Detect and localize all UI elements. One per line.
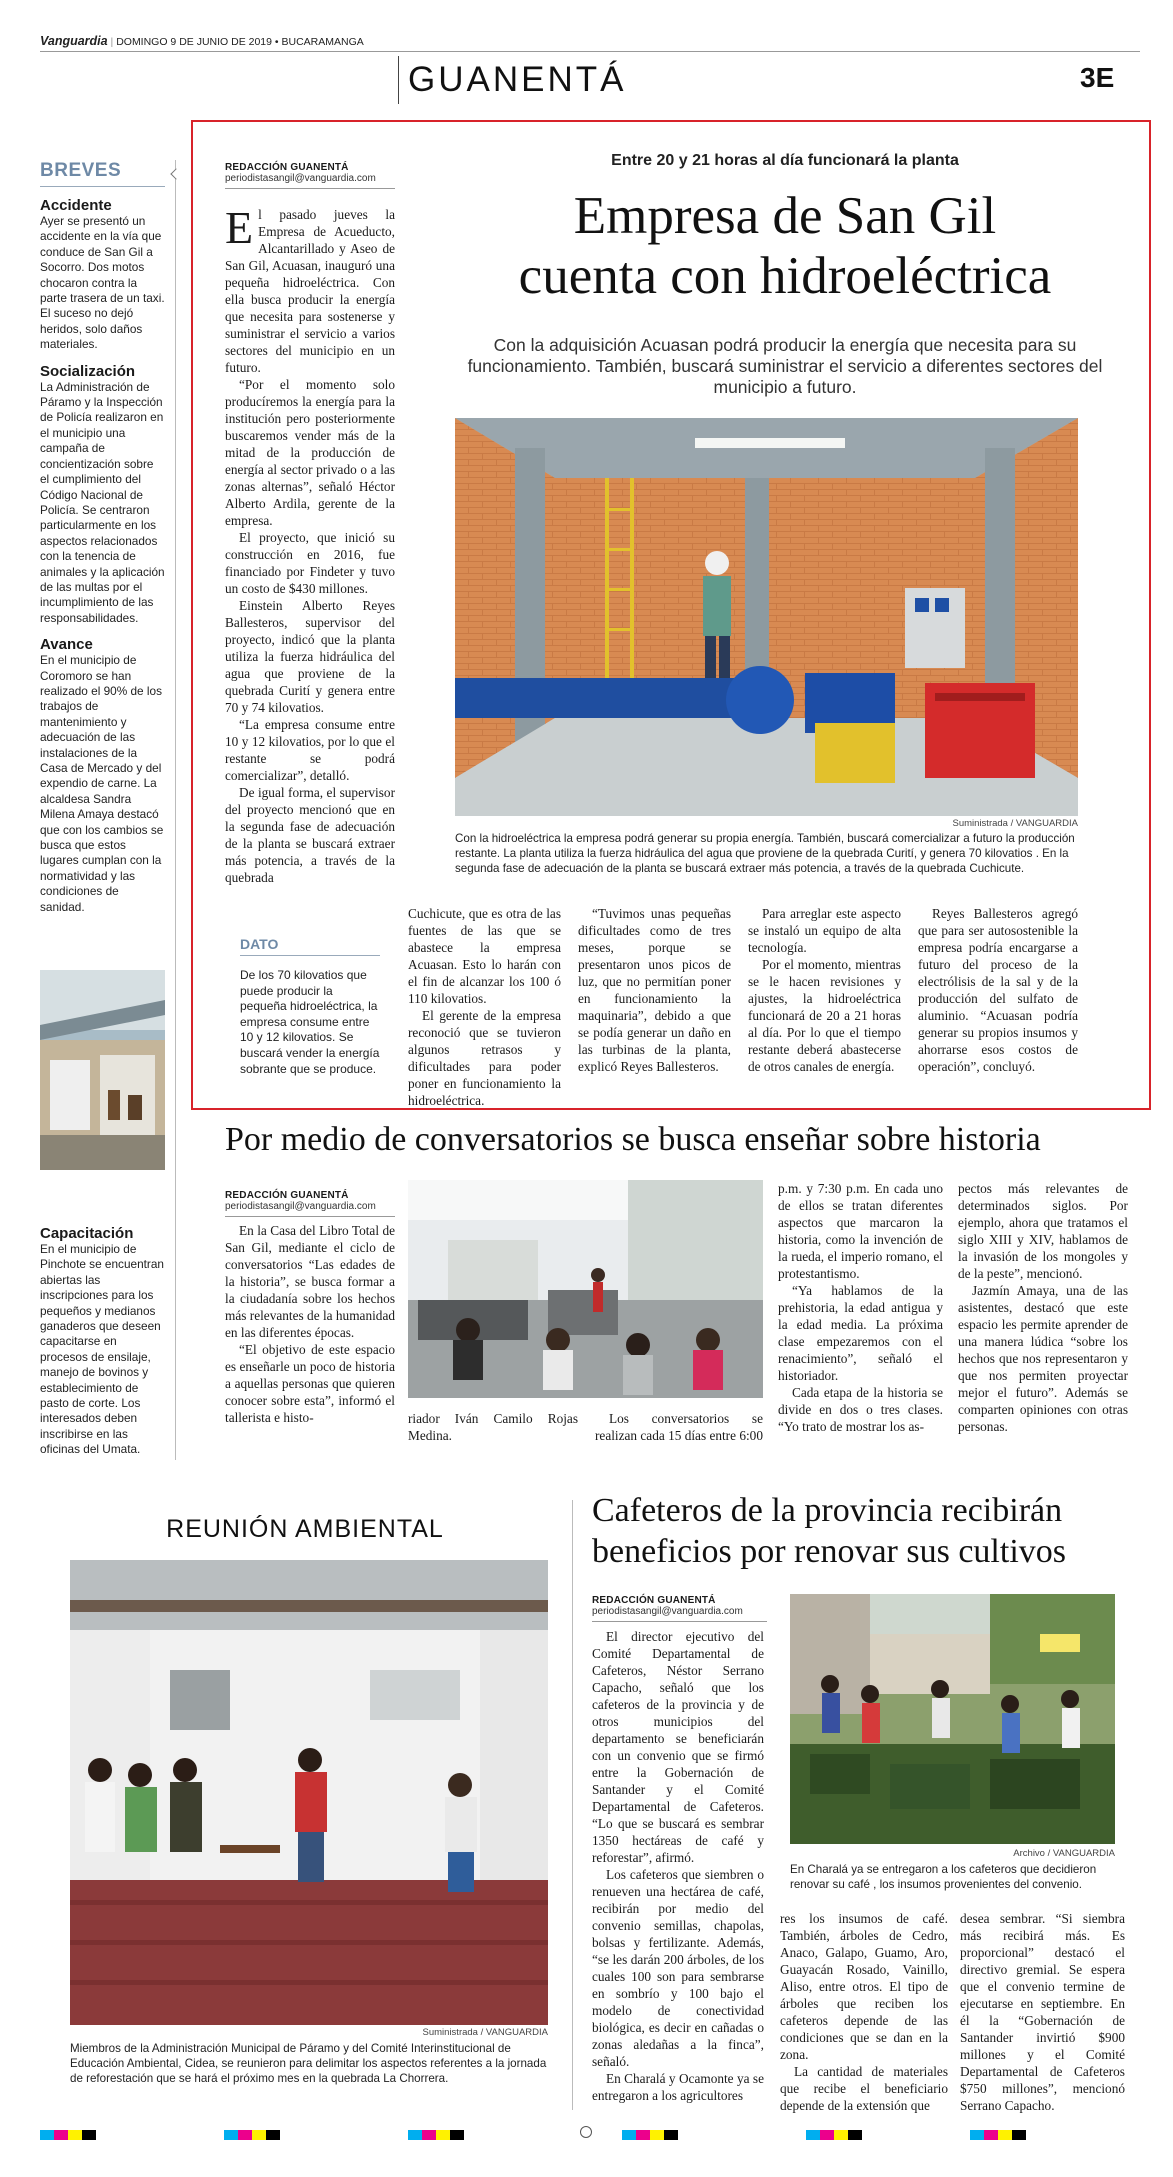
breve-text: En el municipio de Pinchote se encuentran abiertas las inscripciones para los pequeños y medianos ganaderos que deseen capacitarse en procesos de ensilaje, manejo de bovinos y establecimiento de pasto de corte. Los interesados deben inscribirse en las oficinas del Umata. — [40, 1242, 164, 1457]
article4-byline — [592, 1595, 767, 1622]
paragraph: riador Iván Camilo Rojas Medina. — [408, 1411, 578, 1443]
article3-photo — [70, 1560, 548, 2025]
article1-byline — [225, 162, 395, 189]
meeting-image — [70, 1560, 548, 2025]
article1-col3 — [578, 905, 731, 1095]
article4-caption: En Charalá ya se entregaron a los cafeteros que decidieron renovar su café , los insumos provenientes del convenio. — [790, 1863, 1097, 1891]
paragraph: res los insumos de café. También, árboles de Cedro, Anaco, Galapo, Guamo, Aro, Guayacán Rosado, Vainillo, Aliso, entre otros. El tipo de árboles que reciben los cafeteros depende de las condiciones que se dan en la zona. — [780, 1911, 948, 2062]
article3-caption: Miembros de la Administración Municipal de Páramo y del Comité Interinstitucional de Educación Ambiental, Cidea, se reunieron para delimitar los aspectos referentes a la jornada de reforestación que se hará el próximo mes en la quebrada La Chorrera. — [70, 2042, 547, 2085]
paragraph: Einstein Alberto Reyes Ballesteros, supervisor del proyecto, indicó que la planta utiliza la fuerza hidráulica del agua que proviene de la quebrada Curití y genera entre 70 y 74 kilovatios. — [225, 598, 395, 715]
article2-col1 — [225, 1222, 395, 1440]
paragraph: En Charalá y Ocamonte ya se entregaron a los agricultores — [592, 2071, 764, 2103]
dato-title: DATO — [240, 936, 380, 956]
article1-headline: Empresa de San Gil cuenta con hidroeléctrica — [518, 187, 1052, 305]
paragraph: El director ejecutivo del Comité Departamental de Cafeteros, Néstor Serrano Capacho, señaló que los cafeteros de la provincia y de otros municipios del departamento se beneficiarán con un convenio que se firmó entre la Gobernación de Santander y el Comité Departamental de Cafeteros. “Lo que se buscará es sembrar 1350 hectáreas de café y reforestar”, afirmó. — [592, 1629, 764, 1865]
section-divider — [398, 56, 399, 104]
article4-col1 — [592, 1628, 764, 2113]
article2-col2 — [408, 1410, 578, 1450]
paragraph: Reyes Ballesteros agregó que para ser autosostenible la empresa podría encargarse a futuro del proceso de la electrólisis de la sal y de la producción del sulfato de aluminio. “Acuasan podría generar su propios insumos y ahorrarse esos costos de operación”, concluyó. — [918, 906, 1078, 1074]
breve-heading: Socialización — [40, 362, 136, 380]
paragraph: pectos más relevantes de determinados siglos. Por ejemplo, ahora que tratamos el siglo XIII y XIV, hablamos de la invasión de los mongoles y de la peste”, mencionó. — [958, 1181, 1128, 1281]
paragraph: “La empresa consume entre 10 y 12 kilovatios, por lo que el restante se podrá comercializar”, detalló. — [225, 717, 395, 783]
article2-col4 — [778, 1180, 943, 1450]
page-number: 3E — [1080, 62, 1115, 93]
brand-logo: Vanguardia — [40, 34, 108, 48]
article4-photo-credit: Archivo / VANGUARDIA — [1013, 1848, 1115, 1859]
coffee-farmers-image — [790, 1594, 1115, 1844]
paragraph: p.m. y 7:30 p.m. En cada uno de ellos se tratan diferentes aspectos que marcaron la historia, como la invención de la rueda, el imperio romano, el protestantismo. — [778, 1181, 943, 1281]
breve-avance — [40, 636, 165, 915]
breve-socializacion — [40, 363, 165, 627]
paragraph: desea sembrar. “Si siembra más recibirá más. Es proporcional” destacó el directivo gremial. Se espera que el convenio termine de ejecutarse en septiembre. En él la “Gobernación de Santander invirtió $900 millones y el Comité Departamental de Cafeteros $750 millones”, mencionó Serrano Capacho. — [960, 1911, 1125, 2113]
paragraph: Cuchicute, que es otra de las fuentes de las que se abastece la empresa Acuasan. Esto lo harán con el fin de alcanzar los 100 ó 110 kilovatios. — [408, 906, 561, 1006]
article1-lead: Con la adquisición Acuasan podrá producir la energía que necesita para su funcionamiento. También, buscará suministrar el servicio a diferentes sectores del municipio a futuro. — [467, 335, 1103, 397]
paragraph: Para arreglar este aspecto se instaló un equipo de alta tecnología. — [748, 906, 901, 955]
article1-col4 — [748, 905, 901, 1095]
article3-title: REUNIÓN AMBIENTAL — [166, 1515, 444, 1543]
article2-headline: Por medio de conversatorios se busca enseñar sobre historia — [225, 1121, 1041, 1158]
article1-col5 — [918, 905, 1078, 1095]
article4-col3 — [960, 1910, 1125, 2113]
byline-email: periodistasangil@vanguardia.com — [225, 1201, 376, 1212]
breve-capacitacion — [40, 1225, 165, 1458]
header-rule — [40, 51, 1140, 52]
paragraph: El gerente de la empresa reconoció que se tuvieron algunos retrasos y dificultades para poder poner en funcionamiento la hidroeléctrica. — [408, 1008, 561, 1108]
breves-sidebar — [40, 160, 165, 915]
paragraph: Cada etapa de la historia se divide en dos o tres clases. “Yo trato de mostrar los as- — [778, 1385, 943, 1434]
breve-text: En el municipio de Coromoro se han realizado el 90% de los trabajos de mantenimiento y adecuación de las instalaciones de la Casa de Mercado y del expendio de carne. La alcaldesa Sandra Milena Amaya destacó que con los cambios se busca que estos lugares cumplan con la normatividad y las condiciones de sanidad. — [40, 653, 164, 914]
market-building-image — [40, 970, 165, 1170]
paragraph: “Ya hablamos de la prehistoria, la edad antigua y la edad media. La próxima clase empezaremos con el renacimiento”, señaló el historiador. — [778, 1283, 943, 1383]
breve-text: La Administración de Páramo y la Inspección de Policía realizaron en el municipio una campaña de concientización sobre el cumplimiento del Código Nacional de Policía. Se centraron particularmente en los aspectos relacionados con la tenencia de animales y la aplicación de las multas por el incumplimiento de las responsabilidades. — [40, 379, 165, 625]
article1-photo-credit: Suministrada / VANGUARDIA — [952, 818, 1078, 829]
paragraph: “Por el momento solo producíremos la energía para la institución pero posteriormente buscaremos vender más de la mitad de la producción de energía al sector privado o a las zonas alternas”, señaló Héctor Alberto Ardila, gerente de la empresa. — [225, 377, 395, 528]
article4-photo — [790, 1594, 1115, 1844]
dato-box — [240, 936, 380, 1077]
paragraph: La cantidad de materiales que recibe el beneficiario depende de la extensión que — [780, 2064, 948, 2113]
paragraph: Los cafeteros que siembren o renueven una hectárea de café, recibirán por medio del convenio semillas, chapolas, bolsas y fertilizante. Además, “se les darán 200 árboles, de los cuales 100 son para sembrarse en sombrío y 100 bajo el modelo de conectividad biológica, es decir en cañadas o zonas aledañas a la finca”, señaló. — [592, 1867, 764, 2069]
bottom-column-divider — [572, 1500, 573, 2110]
article3-photo-credit: Suministrada / VANGUARDIA — [422, 2027, 548, 2038]
hydroelectric-room-image — [455, 418, 1078, 816]
paragraph: “Tuvimos unas pequeñas dificultades como de tres meses, porque se presentaron unos picos de luz, que no permitían poner en funcionamiento la maquinaria”, debido a que se podía generar un daño en las turbinas de la planta, explicó Reyes Ballesteros. — [578, 906, 731, 1074]
breves-lower — [40, 1215, 165, 1458]
page-header: Vanguardia | DOMINGO 9 DE JUNIO DE 2019 • BUCARAMANGA — [40, 34, 364, 48]
article2-col3 — [595, 1410, 763, 1450]
paragraph: En la Casa del Libro Total de San Gil, mediante el ciclo de conversatorios “Las edades de la historia”, se busca formar a la ciudadanía sobre los hechos más relevantes de la humanidad en las diferentes épocas. — [225, 1223, 395, 1340]
article2-byline — [225, 1190, 395, 1217]
paragraph: Los conversatorios se realizan cada 15 días entre 6:00 — [595, 1411, 763, 1443]
byline-name: REDACCIÓN GUANENTÁ — [225, 162, 349, 173]
drop-cap: E — [225, 202, 254, 253]
paragraph: “El objetivo de este espacio es enseñarle un poco de historia a aquellas personas que quieren conocer sobre esta”, informó el tallerista e histo- — [225, 1342, 395, 1425]
byline-name: REDACCIÓN GUANENTÁ — [592, 1595, 716, 1606]
paragraph: Jazmín Amaya, una de las asistentes, destacó que este espacio les permite aprender de una manera lúdica “sobre los hechos que nos representaron y que nos permiten proyectar mejor el futuro”. Además se comparten opiniones con otras personas. — [958, 1283, 1128, 1434]
byline-name: REDACCIÓN GUANENTÁ — [225, 1190, 349, 1201]
breve-text: Ayer se presentó un accidente en la vía que conduce de San Gil a Socorro. Dos motos chocaron contra la parte trasera de un taxi. El suceso no dejó heridos, solo daños materiales. — [40, 214, 165, 352]
article2-photo — [408, 1180, 763, 1398]
byline-email: periodistasangil@vanguardia.com — [225, 173, 376, 184]
registration-mark-icon — [580, 2126, 592, 2138]
breve-heading: Accidente — [40, 197, 112, 214]
dato-text: De los 70 kilovatios que puede producir la pequeña hidroeléctrica, la empresa consume entre 10 y 12 kilovatios. Se buscará vender la energía sobrante que se produce. — [240, 968, 380, 1076]
paragraph: De igual forma, el supervisor del proyecto mencionó que en la segunda fase de adecuación de la planta se buscará extraer más potencia, a través de la quebrada — [225, 785, 395, 885]
article1-caption: Con la hidroeléctrica la empresa podrá generar su propia energía. También, buscará comercializar a futuro la producción restante. La planta utiliza la fuerza hidráulica del agua que proviene de la quebrada Curití, y genera 70 kilovatios . En la segunda fase de adecuación de la planta se buscará extraer más potencia, a través de la quebrada Cuchicute. — [455, 832, 1075, 875]
breve-heading: Avance — [40, 636, 93, 654]
article1-col2 — [408, 905, 561, 1108]
section-title: GUANENTÁ — [408, 60, 627, 99]
paragraph: l pasado jueves la Empresa de Acueducto, Alcantarillado y Aseo de San Gil, Acuasan, inauguró una pequeña hidroeléctrica. Con ella busca producir la energía que necesita para sostenerse y suministrar el servicio a varios sectores del municipio en un futuro. — [225, 207, 395, 375]
paragraph: El proyecto, que inició su construcción en 2016, fue financiado por Findeter y tuvo un costo de $430 millones. — [225, 530, 395, 596]
breves-photo — [40, 970, 165, 1170]
article1-kicker: Entre 20 y 21 horas al día funcionará la planta — [611, 152, 959, 169]
article4-headline: Cafeteros de la provincia recibirán beneficios por renovar sus cultivos — [592, 1492, 1066, 1570]
sidebar-divider — [175, 160, 176, 1460]
article1-col1 — [225, 202, 395, 888]
article2-col5 — [958, 1180, 1128, 1450]
paragraph: Por el momento, mientras se le hacen revisiones y ajustes, la hidroeléctrica funcionará de 20 a 21 horas al día. Por lo que el tiempo restante deberá abastecerse de otros canales de energía. — [748, 957, 901, 1074]
breve-accidente — [40, 197, 165, 353]
article1-photo — [455, 418, 1078, 816]
conversatorio-room-image — [408, 1180, 763, 1398]
article4-col2 — [780, 1910, 948, 2113]
sidebar-arrow-icon — [170, 168, 181, 179]
breve-heading: Capacitación — [40, 1225, 134, 1242]
byline-email: periodistasangil@vanguardia.com — [592, 1606, 743, 1617]
dateline: DOMINGO 9 DE JUNIO DE 2019 • BUCARAMANGA — [116, 36, 364, 48]
breves-title: BREVES — [40, 160, 165, 187]
